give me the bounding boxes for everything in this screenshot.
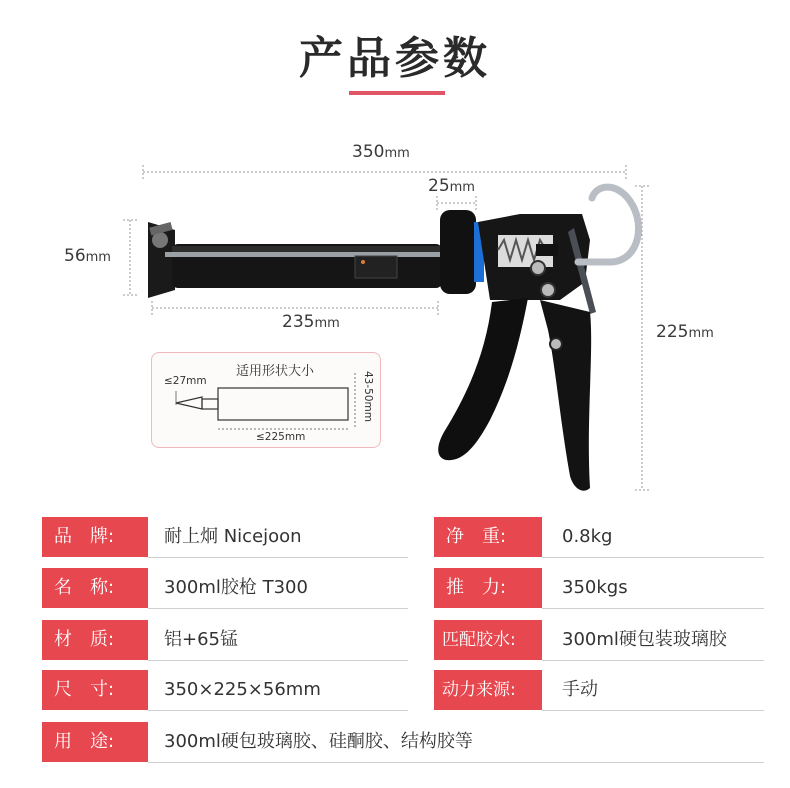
dim-total-height: 225mm [656, 322, 714, 342]
inset-nozzle-label: ≤27mm [164, 375, 207, 387]
divider [148, 710, 408, 711]
divider [148, 608, 408, 609]
spec-label-glue: 匹配胶水: [434, 620, 542, 660]
spec-row [0, 620, 790, 660]
spec-label-size: 尺 寸: [42, 670, 148, 710]
dim-total-length: 350mm [352, 142, 410, 162]
divider [148, 762, 764, 763]
spec-value-weight: 0.8kg [562, 526, 613, 547]
spec-value-brand: 耐上炯 Nicejoon [164, 526, 302, 547]
dim-barrel-length: 235mm [282, 312, 340, 332]
divider [542, 660, 764, 661]
spec-row [0, 568, 790, 608]
spec-value-thrust: 350kgs [562, 577, 628, 598]
divider [542, 557, 764, 558]
spec-row [0, 722, 790, 762]
spec-label-name: 名 称: [42, 568, 148, 608]
spec-row [0, 517, 790, 557]
spec-value-glue: 300ml硬包装玻璃胶 [562, 629, 727, 650]
divider [148, 557, 408, 558]
gun-front-cap [440, 210, 484, 294]
gun-handle [438, 298, 528, 460]
inset-diameter-label: 43-50mm [362, 371, 374, 422]
spec-label-weight: 净 重: [434, 517, 542, 557]
spec-value-size: 350×225×56mm [164, 679, 321, 700]
spec-label-material: 材 质: [42, 620, 148, 660]
inset-length-label: ≤225mm [256, 431, 306, 443]
divider [542, 710, 764, 711]
spec-value-power: 手动 [562, 679, 598, 700]
spec-value-material: 铝+65锰 [164, 629, 238, 650]
gun-barrel [148, 222, 465, 298]
spec-value-usage: 300ml硬包玻璃胶、硅酮胶、结构胶等 [164, 731, 473, 752]
spec-label-thrust: 推 力: [434, 568, 542, 608]
divider [148, 660, 408, 661]
divider [542, 608, 764, 609]
cartridge-size-inset [151, 352, 381, 448]
dim-front-width: 25mm [428, 176, 475, 196]
spec-label-brand: 品 牌: [42, 517, 148, 557]
dim-barrel-height: 56mm [64, 246, 111, 266]
spec-row [0, 670, 790, 710]
inset-title: 适用形状大小 [236, 364, 315, 379]
page-title: 产品参数 [299, 33, 491, 84]
spec-value-name: 300ml胶枪 T300 [164, 577, 308, 598]
spec-label-usage: 用 途: [42, 722, 148, 762]
spec-label-power: 动力来源: [434, 670, 542, 710]
gun-trigger [540, 300, 591, 491]
